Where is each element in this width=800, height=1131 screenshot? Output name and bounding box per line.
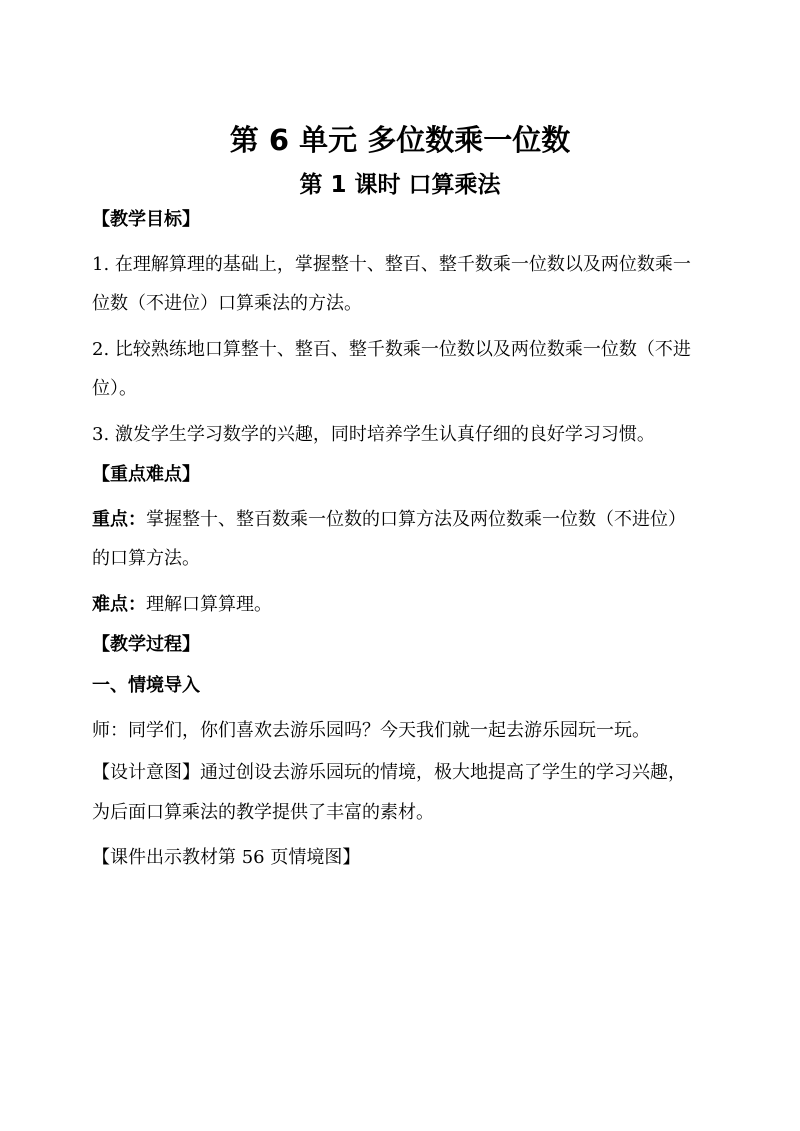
design-intent-line-1: 【设计意图】通过创设去游乐园玩的情境，极大地提高了学生的学习兴趣， [92,762,686,783]
process-heading: 【教学过程】 [92,634,200,655]
difficult-point-text: 理解口算算理。 [146,594,272,615]
design-intent-line-2: 为后面口算乘法的教学提供了丰富的素材。 [92,802,434,823]
objective-1-line-1: 1. 在理解算理的基础上，掌握整十、整百、整千数乘一位数以及两位数乘一 [92,254,691,275]
objective-2-line-1: 2. 比较熟练地口算整十、整百、整千数乘一位数以及两位数乘一位数（不进 [92,339,691,360]
unit-title: 第 6 单元 多位数乘一位数 [229,123,571,157]
key-point-text: 掌握整十、整百数乘一位数的口算方法及两位数乘一位数（不进位） [146,509,686,530]
step-1-heading: 一、情境导入 [92,675,200,696]
objective-3: 3. 激发学生学习数学的兴趣，同时培养学生认真仔细的良好学习习惯。 [92,424,655,445]
lesson-subtitle: 第 1 课时 口算乘法 [299,172,501,198]
objective-1-line-2: 位数（不进位）口算乘法的方法。 [92,293,362,314]
key-point-line-1 [92,507,732,533]
courseware-note: 【课件出示教材第 56 页情境图】 [92,847,361,868]
objectives-heading: 【教学目标】 [92,209,200,230]
key-point-label: 重点： [92,509,146,530]
difficult-point-label: 难点： [92,594,146,615]
difficult-point-line [92,592,732,618]
objective-2-line-2: 位）。 [92,378,137,399]
teacher-line: 师：同学们，你们喜欢去游乐园吗？今天我们就一起去游乐园玩一玩。 [92,720,650,741]
key-point-line-2: 的口算方法。 [92,548,200,569]
key-points-heading: 【重点难点】 [92,464,200,485]
